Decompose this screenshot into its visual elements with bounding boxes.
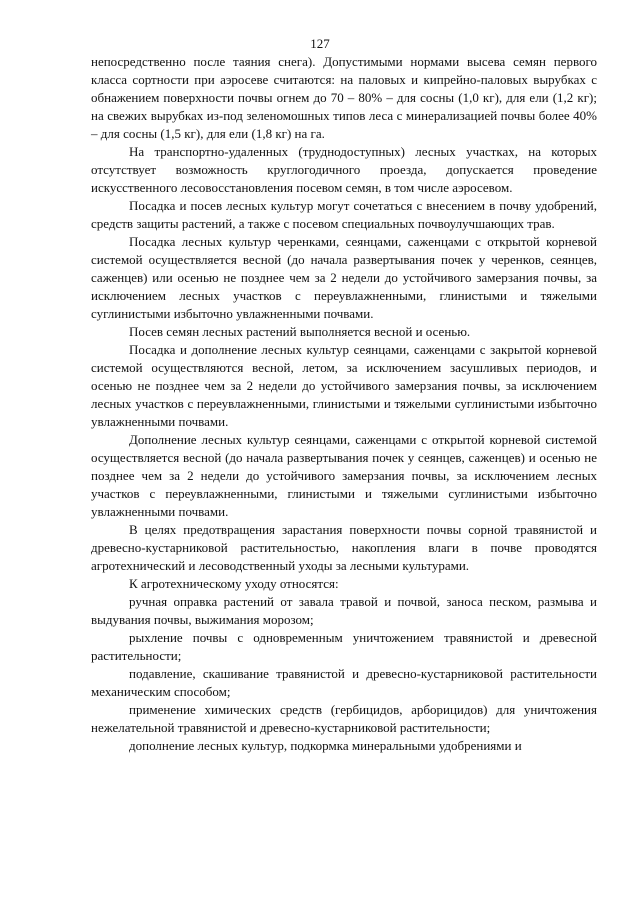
paragraph-closed-root-planting: Посадка и дополнение лесных культур сеянцами, саженцами с закрытой корневой системой осуществляются весной, летом, за исключением засушливых периодов, и осенью не позднее чем за 2 недели до устойчивого замерзания почвы, за исключением лесных участков с переувлажненными, глинистыми и тяжелыми суглинистыми избыточно увлажненными почвами.	[91, 342, 597, 429]
paragraph-remote-plots: На транспортно-удаленных (труднодоступных) лесных участках, на которых отсутствует возможность круглогодичного проезда, допускается проведение искусственного лесовосстановления посевом семян, в том числе аэросевом.	[91, 144, 597, 195]
document-body	[91, 53, 597, 755]
paragraph-open-root-planting: Посадка лесных культур черенками, сеянцами, саженцами с открытой корневой системой осуществляется весной (до начала развертывания почек у черенков, сеянцев, саженцев) или осенью не позднее чем за 2 недели до устойчивого замерзания почвы, за исключением лесных участков с переувлажненными, глинистыми и тяжелыми суглинистыми избыточно увлажненными почвами.	[91, 234, 597, 321]
paragraph-agrotechnical-care-heading: К агротехническому уходу относятся:	[129, 576, 339, 591]
list-item-mechanical-suppression: подавление, скашивание травянистой и древесно-кустарниковой растительности механическим способом;	[91, 666, 597, 699]
page-number: 127	[310, 36, 330, 51]
paragraph-care-purpose: В целях предотвращения зарастания поверхности почвы сорной травянистой и древесно-кустарниковой растительностью, накопления влаги в почве проводятся агротехнический и лесоводственный уходы за лесными культурами.	[91, 522, 597, 573]
paragraph-open-root-supplement: Дополнение лесных культур сеянцами, саженцами с открытой корневой системой осуществляется весной (до начала развертывания почек у сеянцев, саженцев) и осенью не позднее чем за 2 недели до устойчивого замерзания почвы, за исключением лесных участков с переувлажненными, глинистыми и тяжелыми суглинистыми избыточно увлажненными почвами.	[91, 432, 597, 519]
paragraph-seed-sowing: Посев семян лесных растений выполняется весной и осенью.	[129, 324, 471, 339]
list-item-soil-loosening: рыхление почвы с одновременным уничтожением травянистой и древесной растительности;	[91, 630, 597, 663]
list-item-chemical-means: применение химических средств (гербицидов, арборицидов) для уничтожения нежелательной травянистой и древесно-кустарниковой растительности;	[91, 702, 597, 735]
list-item-supplement-fertilizing: дополнение лесных культур, подкормка минеральными удобрениями и	[129, 738, 522, 753]
list-item-manual-dressing: ручная оправка растений от завала травой и почвой, заноса песком, размыва и выдувания почвы, выжимания морозом;	[91, 594, 597, 627]
paragraph-fertilizers: Посадка и посев лесных культур могут сочетаться с внесением в почву удобрений, средств защиты растений, а также с посевом специальных почвоулучшающих трав.	[91, 198, 597, 231]
paragraph-seeding-norms: непосредственно после таяния снега). Допустимыми нормами высева семян первого класса сортности при аэросеве считаются: на паловых и кипрейно-паловых вырубках с обнажением поверхности почвы огнем до 70 – 80% – для сосны (1,0 кг), для ели (1,2 кг); на свежих вырубках из-под зеленомошных типов леса с минерализацией почвы более 40% – для сосны (1,5 кг), для ели (1,8 кг) на га.	[91, 54, 597, 141]
